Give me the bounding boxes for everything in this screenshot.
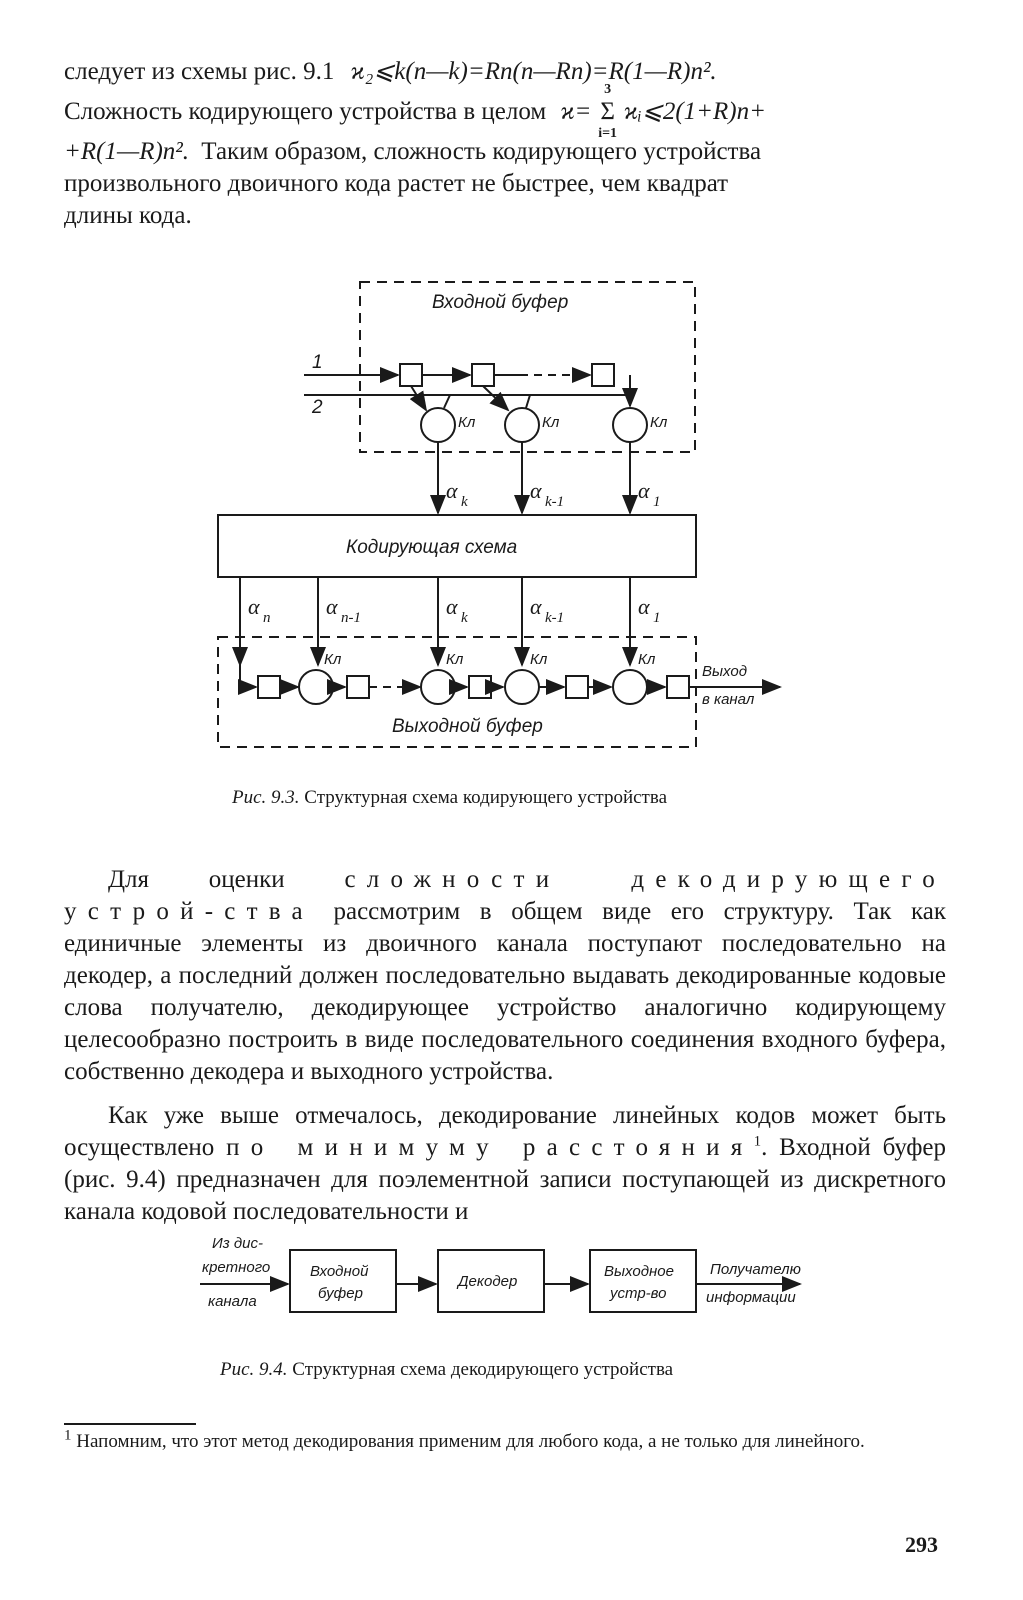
destination-label: Получателю [710,1261,801,1278]
key-circle [299,670,333,704]
formula-inline: +R(1—R)n². [64,138,190,165]
footnote-mark: 1 [64,1427,72,1444]
figure-9-4-decoder-diagram [200,1230,820,1330]
key-circle [505,408,539,442]
alpha-sub: k-1 [545,610,565,626]
block-label: Выходное [604,1263,674,1280]
formula-inline: ϰ= [560,98,592,125]
sum-operator [598,82,618,141]
text-line: длины кода. [64,202,192,229]
alpha-sub: 1 [653,610,661,626]
alpha-label: α [326,594,338,619]
alpha-label: α [530,478,542,503]
text-span: Как уже выше отмечалось, декодирование линейных кодов может быть осуществлено [64,1102,946,1161]
input-register-cell [400,364,422,386]
text-spaced: сложности декодирующего устрой-ства [64,866,946,925]
caption-text: Структурная схема декодирующего устройства [292,1359,674,1380]
output-register-cell [566,676,588,698]
block-label: буфер [318,1285,363,1302]
output-label: Выход [702,663,748,680]
formula-inline: ϰ₂⩽k(n—k)=Rn(n—Rn)=R(1—R)n². [350,58,717,85]
input-register-cell [472,364,494,386]
block-label: Входной [310,1263,369,1280]
alpha-label: α [446,594,458,619]
output-device-block [590,1250,696,1312]
key-label: Кл [458,414,476,431]
alpha-sub: k-1 [545,494,565,510]
footnote-ref: 1 [753,1133,762,1150]
paragraph-complexity-coder [64,56,946,232]
alpha-label: α [638,478,650,503]
sum-sign: Σ [600,98,615,125]
key-label: Кл [530,651,548,668]
alpha-sub: k [461,494,468,510]
text-span: Для оценки [108,866,285,893]
figure-9-3-coder-diagram [200,270,820,760]
destination-label: информации [706,1289,796,1306]
output-register-cell [347,676,369,698]
output-register-cell [469,676,491,698]
input-2-label: 2 [312,397,323,418]
sum-upper-limit: 3 [604,82,612,97]
footnote-divider [64,1423,196,1425]
text-span: Таким образом, сложность кодирующего устройства [201,138,762,165]
paragraph-min-distance [64,1100,946,1228]
key-label: Кл [650,414,668,431]
output-register-cell [667,676,689,698]
text-span: следует из схемы рис. 9.1 [64,58,335,85]
coder-label: Кодирующая схема [346,537,518,558]
alpha-sub: n-1 [341,610,361,626]
alpha-label: α [248,594,260,619]
source-label: кретного [202,1259,271,1276]
figure-9-4-caption [220,1358,800,1382]
output-buffer-label: Выходной буфер [392,716,543,737]
text-span: Сложность кодирующего устройства в целом [64,98,547,125]
formula-inline: ϰᵢ⩽2(1+R)n+ [623,98,766,125]
alpha-label: α [530,594,542,619]
alpha-sub: 1 [653,494,661,510]
output-label: в канал [702,691,755,708]
text-line [64,136,946,168]
output-register-cell [258,676,280,698]
page-number: 293 [905,1532,938,1557]
key-circle [505,670,539,704]
text-span: . Входной буфер (рис. 9.4) предназначен для поэлементной записи поступающей из дискретного канала кодовой последовательности и [64,1134,947,1225]
input-register-cell [592,364,614,386]
footnote-text: Напомним, что этот метод декодирования применим для любого кода, а не только для линейного. [76,1431,865,1452]
key-circle [421,670,455,704]
sum-lower-limit: i=1 [598,126,618,141]
key-label: Кл [542,414,560,431]
alpha-label: α [638,594,650,619]
input-buffer-block [290,1250,396,1312]
key-circle [613,670,647,704]
text-line [64,82,946,141]
input-1-label: 1 [312,352,323,373]
figure-9-3-caption [232,786,792,810]
input-buffer-label: Входной буфер [432,292,569,313]
block-label: устр-во [610,1285,667,1302]
text-spaced: по минимуму расстояния [226,1134,754,1161]
footnote [64,1427,946,1454]
text-span: рассмотрим в общем виде его структуру. Так как единичные элементы из двоичного канала поступают последовательно на декодер, а последний должен последовательно выдавать декодированные кодовые слова получателю, декодирующее устройство аналогично кодирующему целесообразно построить в виде последовательного соединения входного буфера, собственно декодера и выходного устройства. [64,898,947,1085]
key-circle [613,408,647,442]
key-label: Кл [324,651,342,668]
alpha-sub: k [461,610,468,626]
alpha-sub: n [263,610,271,626]
source-label: Из дис- [212,1235,263,1252]
alpha-label: α [446,478,458,503]
caption-number: Рис. 9.4. [220,1359,288,1380]
source-label: канала [208,1293,257,1310]
caption-number: Рис. 9.3. [232,787,300,808]
key-circle [421,408,455,442]
key-label: Кл [446,651,464,668]
caption-text: Структурная схема кодирующего устройства [304,787,668,808]
text-line: произвольного двоичного кода растет не быстрее, чем квадрат [64,170,729,197]
paragraph-decoder-structure [64,864,946,1088]
text-line [64,56,946,88]
key-label: Кл [638,651,656,668]
block-label: Декодер [458,1273,518,1290]
